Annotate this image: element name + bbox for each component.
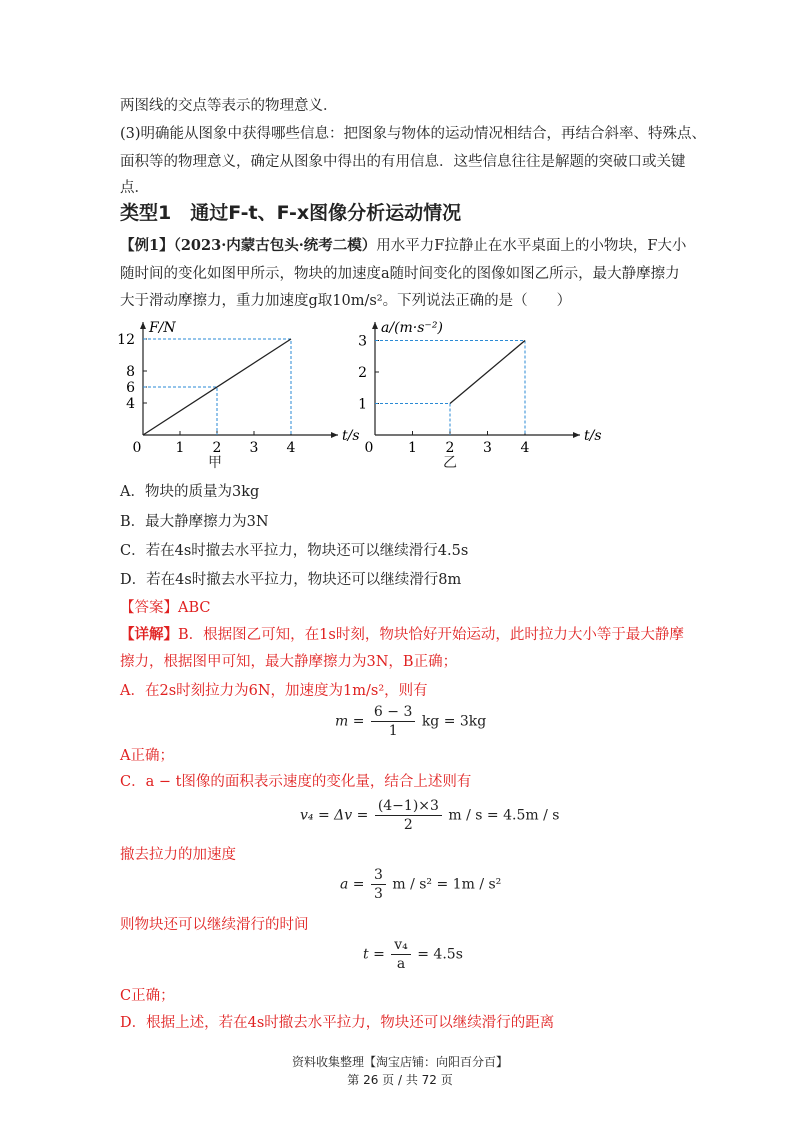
eq4-numerator: v₄ xyxy=(391,936,411,955)
example-text-1: 用水平力F拉静止在水平桌面上的小物块，F大小 xyxy=(376,238,687,254)
detail-line-1 xyxy=(120,625,690,645)
x-tick-label: 4 xyxy=(286,440,296,456)
example-line-1 xyxy=(120,236,690,256)
option-d: D．若在4s时撤去水平拉力，物块还可以继续滑行8m xyxy=(120,572,462,588)
detail-a-ok: A正确； xyxy=(120,748,174,764)
y-tick-label: 6 xyxy=(126,380,135,396)
y-tick-label: 3 xyxy=(358,333,367,350)
x-tick-label: 1 xyxy=(175,440,185,456)
y-tick-label: 2 xyxy=(358,365,367,381)
detail-c-ok: C正确； xyxy=(120,988,175,1004)
y-axis-arrow xyxy=(140,322,146,329)
intro-line-4: 点． xyxy=(120,180,149,196)
eq1-denominator: 1 xyxy=(388,723,398,739)
eq4-denominator: a xyxy=(396,956,406,972)
equation-velocity xyxy=(300,797,559,834)
x-axis-label: t/s xyxy=(584,428,602,444)
origin-label: 0 xyxy=(132,440,142,456)
x-axis-arrow xyxy=(573,432,580,438)
guide-line xyxy=(375,404,450,436)
option-c: C．若在4s时撤去水平拉力，物块还可以继续滑行4.5s xyxy=(120,543,469,559)
y-axis-label: F/N xyxy=(149,320,176,336)
y-tick-label: 1 xyxy=(358,396,367,413)
detail-tag: 【详解】 xyxy=(120,626,178,643)
intro-line-1: 两图线的交点等表示的物理意义． xyxy=(120,98,338,114)
eq2-denominator: 2 xyxy=(403,817,413,833)
origin-label: 0 xyxy=(364,440,374,456)
eq2-rhs: m / s = 4.5m / s xyxy=(448,807,560,824)
y-axis-label: a/(m·s⁻²) xyxy=(381,320,443,336)
detail-line-d: D．根据上述，若在4s时撤去水平拉力，物块还可以继续滑行的距离 xyxy=(120,1015,555,1031)
option-a: A．物块的质量为3kg xyxy=(120,484,260,500)
x-axis-label: t/s xyxy=(342,428,360,444)
y-axis-arrow xyxy=(372,322,378,329)
detail-decel-line: 撤去拉力的加速度 xyxy=(120,847,236,863)
chart-f-t xyxy=(115,312,360,477)
answer: 【答案】ABC xyxy=(120,600,211,616)
eq3-denominator: 3 xyxy=(373,886,383,902)
x-tick-label: 4 xyxy=(520,440,530,456)
y-tick-label: 4 xyxy=(126,396,135,412)
detail-text-1: B．根据图乙可知，在1s时刻，物块恰好开始运动，此时拉力大小等于最大静摩 xyxy=(178,627,684,643)
eq2-numerator: (4−1)×3 xyxy=(375,797,442,816)
equation-acceleration xyxy=(340,866,501,903)
eq4-lhs: t = xyxy=(363,946,385,963)
x-tick-label: 3 xyxy=(249,440,259,456)
eq2-lhs: v₄ = Δv = xyxy=(300,807,369,824)
chart-a-t xyxy=(350,312,602,477)
option-b: B．最大静摩擦力为3N xyxy=(120,514,269,530)
footer-source: 资料收集整理【淘宝店铺：向阳百分百】 xyxy=(291,1055,508,1069)
eq1-rhs: kg = 3kg xyxy=(421,713,487,730)
intro-line-3: 面积等的物理意义，确定从图象中得出的有用信息．这些信息往往是解题的突破口或关键 xyxy=(120,154,686,170)
eq1-lhs: m = xyxy=(335,713,365,730)
eq4-rhs: = 4.5s xyxy=(417,946,463,963)
x-tick-label: 3 xyxy=(483,440,492,456)
example-source: （2023·内蒙古包头·统考二模） xyxy=(173,237,377,254)
series-line xyxy=(450,341,525,404)
detail-line-a: A．在2s时刻拉力为6N，加速度为1m/s²，则有 xyxy=(120,683,428,699)
eq3-rhs: m / s² = 1m / s² xyxy=(392,876,502,893)
x-tick-label: 2 xyxy=(445,440,455,456)
intro-line-2: (3)明确能从图象中获得哪些信息：把图象与物体的运动情况相结合，再结合斜率、特殊点、 xyxy=(120,126,707,142)
x-tick-label: 2 xyxy=(212,440,222,456)
eq3-numerator: 3 xyxy=(371,866,386,885)
equation-time xyxy=(363,936,463,973)
example-tag: 【例1】 xyxy=(120,237,174,254)
equation-mass xyxy=(335,703,486,740)
x-axis-arrow xyxy=(331,432,338,438)
example-line-3: 大于滑动摩擦力，重力加速度g取10m/s²。下列说法正确的是（ ） xyxy=(120,293,572,309)
footer-page-number: 第 26 页 / 共 72 页 xyxy=(347,1073,453,1087)
chart-left-caption: 甲 xyxy=(208,455,222,471)
example-line-2: 随时间的变化如图甲所示，物块的加速度a随时间变化的图像如图乙所示，最大静摩擦力 xyxy=(120,266,680,282)
x-tick-label: 1 xyxy=(408,440,417,456)
y-tick-label: 8 xyxy=(126,364,135,380)
detail-line-2: 擦力，根据图甲可知，最大静摩擦力为3N，B正确； xyxy=(120,654,458,670)
eq1-numerator: 6 − 3 xyxy=(371,703,415,722)
detail-time-line: 则物块还可以继续滑行的时间 xyxy=(120,917,309,933)
chart-right-caption: 乙 xyxy=(443,455,457,471)
eq3-lhs: a = xyxy=(340,876,365,893)
detail-line-c: C．a − t图像的面积表示速度的变化量，结合上述则有 xyxy=(120,774,472,790)
y-tick-label: 12 xyxy=(117,332,135,348)
section-heading: 类型1 通过F-t、F-x图像分析运动情况 xyxy=(120,202,462,224)
